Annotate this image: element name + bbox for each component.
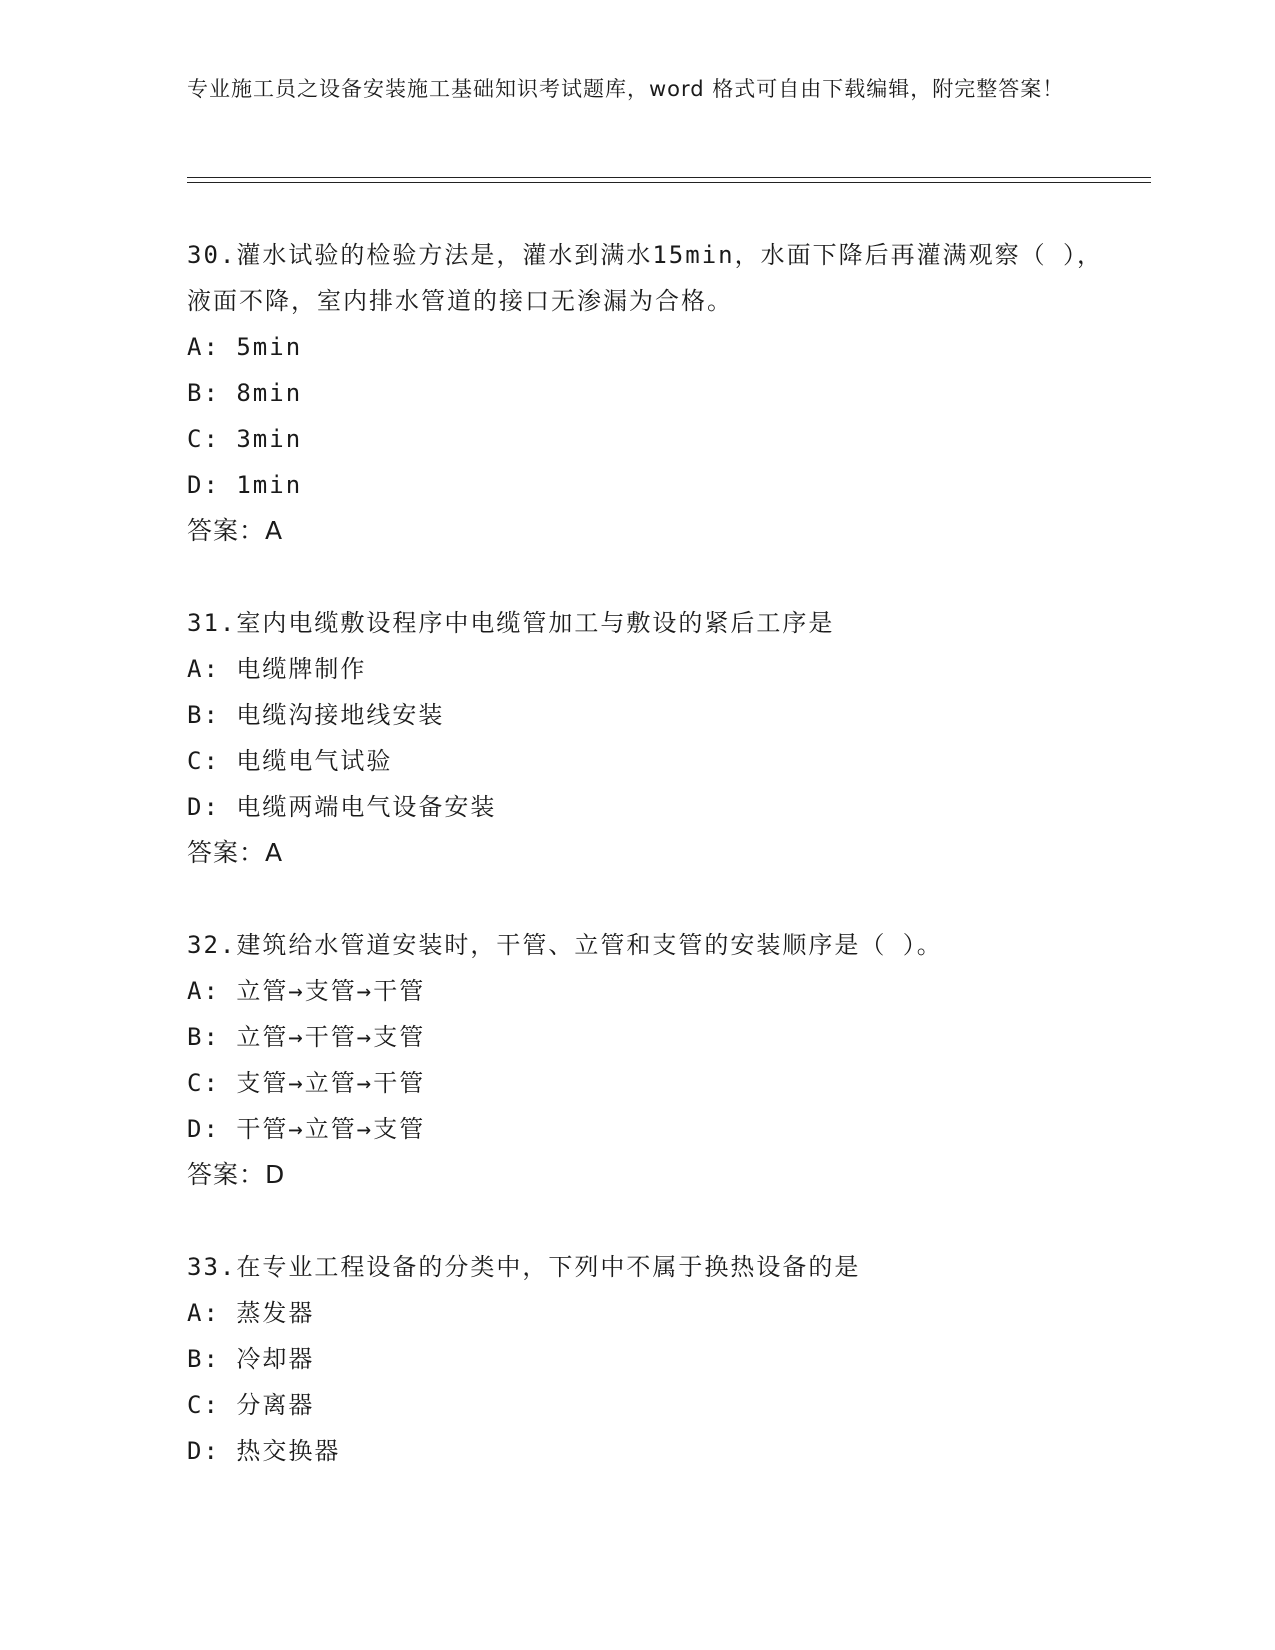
question-33 — [187, 1244, 1107, 1474]
option-b: B: 8min — [187, 379, 303, 407]
option-d: D: 1min — [187, 471, 303, 499]
option-d: D: 热交换器 — [187, 1437, 341, 1465]
question-stem: 33.在专业工程设备的分类中，下列中不属于换热设备的是 — [187, 1253, 861, 1281]
answer: 答案：A — [187, 838, 284, 867]
option-d: D: 干管→立管→支管 — [187, 1115, 426, 1143]
option-c: C: 支管→立管→干管 — [187, 1069, 426, 1097]
option-a: A: 立管→支管→干管 — [187, 977, 426, 1005]
option-b: B: 立管→干管→支管 — [187, 1023, 426, 1051]
document-header: 专业施工员之设备安装施工基础知识考试题库，word 格式可自由下载编辑，附完整答案！ — [187, 77, 1065, 101]
question-31 — [187, 600, 1107, 876]
option-a: A: 电缆牌制作 — [187, 655, 367, 683]
option-b: B: 电缆沟接地线安装 — [187, 701, 445, 729]
option-a: A: 蒸发器 — [187, 1299, 315, 1327]
option-a: A: 5min — [187, 333, 303, 361]
header-divider-bottom — [187, 182, 1151, 183]
question-stem: 30.灌水试验的检验方法是，灌水到满水15min，水面下降后再灌满观察（ ），液面不降，室内排水管道的接口无渗漏为合格。 — [187, 241, 1104, 315]
answer: 答案：A — [187, 516, 284, 545]
option-c: C: 3min — [187, 425, 303, 453]
question-30 — [187, 232, 1107, 554]
option-c: C: 电缆电气试验 — [187, 747, 393, 775]
header-divider-top — [187, 177, 1151, 178]
question-stem: 31.室内电缆敷设程序中电缆管加工与敷设的紧后工序是 — [187, 609, 835, 637]
answer: 答案：D — [187, 1160, 286, 1189]
option-c: C: 分离器 — [187, 1391, 315, 1419]
option-d: D: 电缆两端电气设备安装 — [187, 793, 497, 821]
question-stem: 32.建筑给水管道安装时，干管、立管和支管的安装顺序是（ ）。 — [187, 931, 943, 959]
question-32 — [187, 922, 1107, 1198]
option-b: B: 冷却器 — [187, 1345, 315, 1373]
question-list — [187, 232, 1107, 1520]
